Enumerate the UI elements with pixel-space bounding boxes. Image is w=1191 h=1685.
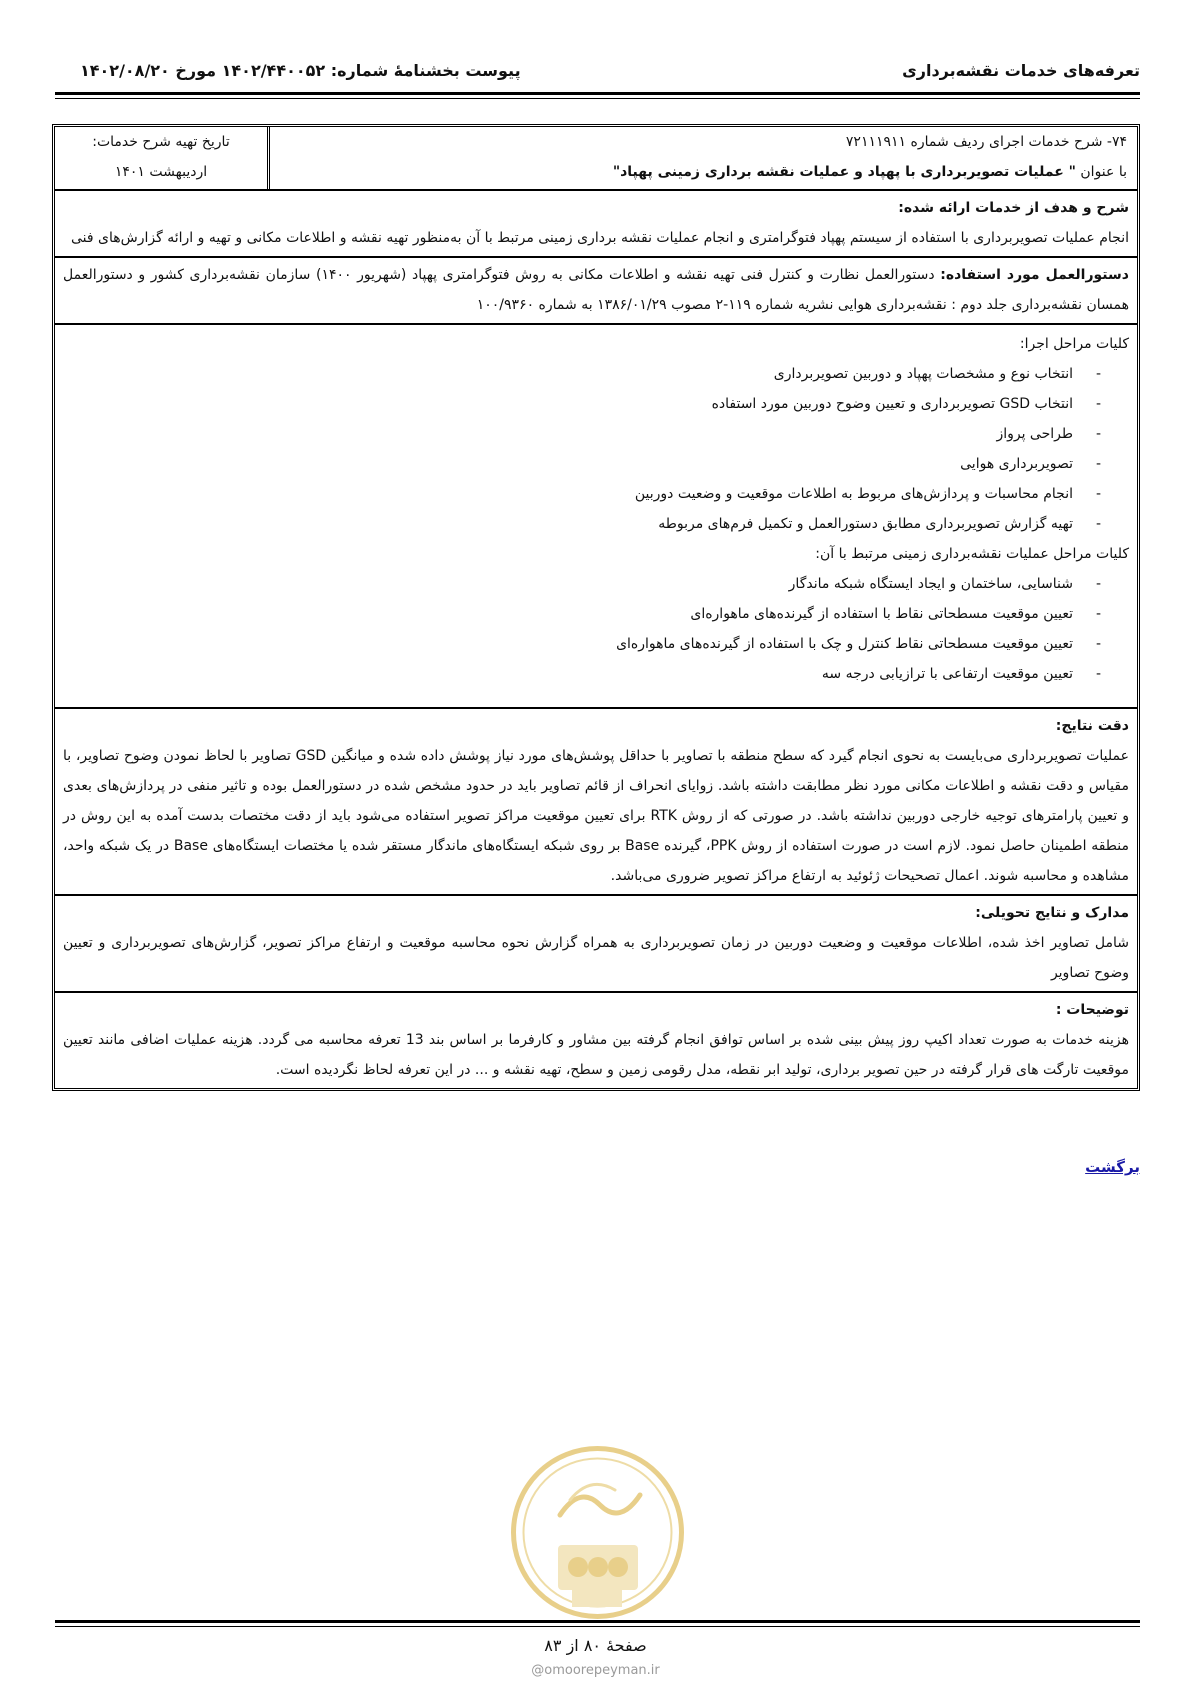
footer-rule-thin (55, 1626, 1140, 1627)
ground-survey-steps-list (63, 569, 1129, 689)
description-heading: شرح و هدف از خدمات ارائه شده: (898, 200, 1129, 216)
manual-text: دستورالعمل نظارت و کنترل فنی تهیه نقشه و اطلاعات مکانی به روش فتوگرامتری پهپاد (شهریور ۱۴۰۰) سازمان نقشه‌برداری کشور و دستورالعمل همسان نقشه‌برداری جلد دوم : نقشه‌برداری هوایی نشریه شماره ۱۱۹-۲ مصوب ۱۳۸۶/۰۱/۲۹ به شماره ۱۰۰/۹۳۶۰ (63, 267, 1129, 313)
notes-text: هزینه خدمات به صورت تعداد اکیپ روز پیش بینی شده بر اساس توافق انجام گرفته بین مشاور و کارفرما بر اساس بند 13 تعرفه محاسبه می گردد. هزینه عملیات اضافی مانند تعیین موقعیت تارگت های قرار گرفته در حین تصویر برداری، تولید ابر نقطه، مدل رقومی زمین و سطح، تهیه نقشه و ... در این تعرفه لحاظ نگردیده است. (63, 1032, 1130, 1078)
header-rule-thick (55, 92, 1140, 95)
list-item: - انجام محاسبات و پردازش‌های مربوط به اطلاعات موقعیت و وضعیت دوربین (63, 479, 1101, 509)
accuracy-heading: دقت نتایج: (1055, 718, 1129, 734)
execution-steps-list (63, 359, 1129, 539)
omoore-peyman-seal-icon (510, 1445, 685, 1620)
list-item: - تعیین موقعیت مسطحاتی نقاط کنترل و چک با استفاده از گیرنده‌های ماهواره‌ای (63, 629, 1101, 659)
service-title-row (55, 127, 1137, 191)
list-item: - انتخاب نوع و مشخصات پهپاد و دوربین تصویربرداری (63, 359, 1101, 389)
list-item: - شناسایی، ساختمان و ایجاد ایستگاه شبکه ماندگار (63, 569, 1101, 599)
manual-heading: دستورالعمل مورد استفاده: (940, 267, 1129, 283)
accuracy-section (55, 709, 1137, 896)
service-title (280, 157, 1127, 187)
back-link[interactable]: برگشت (1085, 1158, 1140, 1176)
service-title-text: " عملیات تصویربرداری با پهپاد و عملیات نقشه برداری زمینی پهپاد" (612, 164, 1076, 180)
service-description-table (52, 124, 1140, 1091)
steps-heading-execution: کلیات مراحل اجرا: (1019, 336, 1129, 352)
list-item: - تعیین موقعیت مسطحاتی نقاط با استفاده از گیرنده‌های ماهواره‌ای (63, 599, 1101, 629)
service-row-number: ۷۴- شرح خدمات اجرای ردیف شماره ۷۲۱۱۱۹۱۱ (845, 134, 1127, 150)
steps-section (55, 325, 1137, 709)
preparation-date-cell (55, 127, 270, 189)
document-title: تعرفه‌های خدمات نقشه‌برداری (902, 60, 1140, 80)
list-item: - انتخاب GSD تصویربرداری و تعیین وضوح دوربین مورد استفاده (63, 389, 1101, 419)
circular-attachment-info: پیوست بخشنامهٔ شماره: ۱۴۰۲/۴۴۰۰۵۲ مورخ ۱۴۰۲/۰۸/۲۰ (80, 60, 521, 80)
page-header (80, 56, 1140, 84)
notes-section (55, 993, 1137, 1088)
service-title-prefix: با عنوان (1075, 164, 1127, 180)
site-watermark: @omoorepeyman.ir (531, 1663, 660, 1678)
page-number: صفحهٔ ۸۰ از ۸۳ (544, 1636, 647, 1655)
list-item: - تهیه گزارش تصویربرداری مطابق دستورالعمل و تکمیل فرم‌های مربوطه (63, 509, 1101, 539)
list-item: - تعیین موقعیت ارتفاعی با ترازیابی درجه سه (63, 659, 1101, 689)
deliverables-heading: مدارک و نتایج تحویلی: (975, 905, 1129, 921)
steps-heading-ground-survey: کلیات مراحل عملیات نقشه‌برداری زمینی مرتبط با آن: (815, 546, 1129, 562)
list-item: - طراحی پرواز (63, 419, 1101, 449)
footer-rule-thick (55, 1620, 1140, 1623)
manual-section (55, 258, 1137, 325)
deliverables-text: شامل تصاویر اخذ شده، اطلاعات موقعیت و وضعیت دوربین در زمان تصویربرداری به همراه گزارش نحوه محاسبه موقعیت و ارتفاع مراکز تصویر، گزارش‌های تصویربرداری و تعیین وضوح تصاویر (63, 935, 1129, 981)
service-title-cell (270, 127, 1137, 189)
list-item: - تصویربرداری هوایی (63, 449, 1101, 479)
accuracy-text: عملیات تصویربرداری می‌بایست به نحوی انجام گیرد که سطح منطقه با تصاویر با حداقل پوشش‌های مورد نیاز پوشش داده شده و میانگین GSD تصاویر با لحاظ نمودن وضوح تصاویر، با مقیاس و دقت نقشه و اطلاعات مکانی مورد نظر مطابقت داشته باشد. زوایای انحراف از قائم تصاویر باید در حدود مشخص شده در دستورالعمل بوده و تاثیر منفی در پردازش‌های بعدی و تعیین پارامترهای توجیه خارجی دوربین نداشته باشد. در صورتی که از روش RTK برای تعیین موقعیت مراکز تصویر استفاده می‌شود باید از دقت مختصات بدست آمده به این روش در منطقه اطمینان حاصل نمود. لازم است در صورت استفاده از روش PPK، گیرنده Base بر روی شبکه ایستگاه‌های ماندگار مستقر شده یا مختصات ایستگاه‌های Base در یک شبکه واحد، مشاهده و محاسبه شوند. اعمال تصحیحات ژئوئید به ارتفاع مراکز تصویر ضروری می‌باشد. (63, 748, 1130, 884)
description-section (55, 191, 1137, 258)
manual-paragraph (63, 260, 1129, 320)
deliverables-section (55, 896, 1137, 993)
preparation-date-value: اردیبهشت ۱۴۰۱ (114, 164, 208, 180)
preparation-date-label: تاریخ تهیه شرح خدمات: (92, 134, 230, 150)
notes-heading: توضیحات : (1055, 1002, 1129, 1018)
description-text: انجام عملیات تصویربرداری با استفاده از سیستم پهپاد فتوگرامتری و انجام عملیات نقشه برداری زمینی مرتبط با آن به‌منظور تهیه نقشه و اطلاعات مکانی و تهیه و ارائه گزارش‌های فنی (71, 230, 1129, 246)
header-rule-thin (55, 98, 1140, 99)
